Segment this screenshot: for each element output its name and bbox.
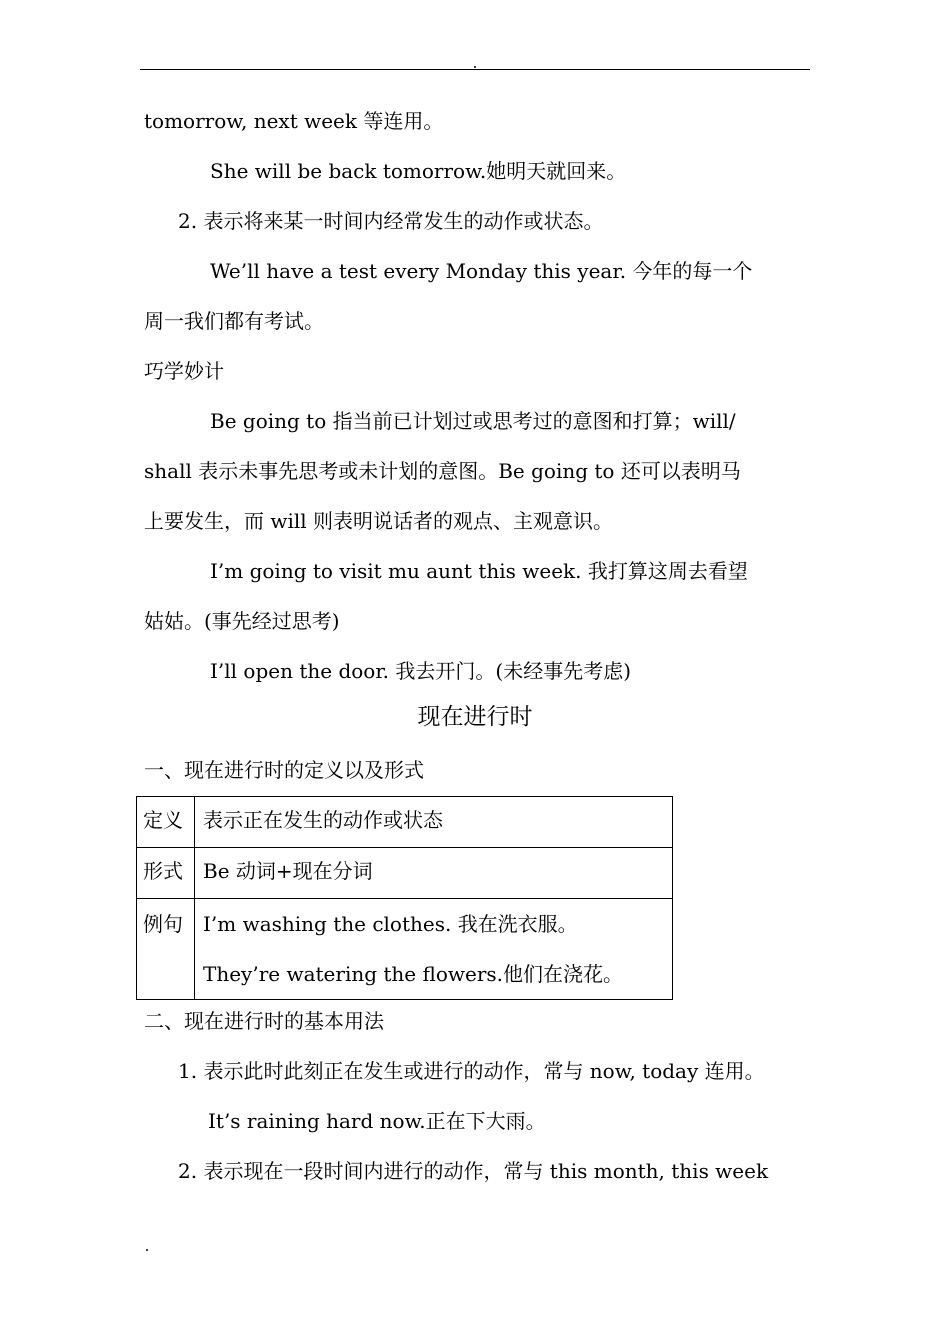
definition-value: 表示正在发生的动作或状态 [195,797,673,848]
header-dot [474,66,476,68]
example-sentence: I’m going to visit mu aunt this week. 我打算这周去看望 [210,559,748,583]
definition-label: 定义 [137,797,195,848]
subheading: 巧学妙计 [144,359,224,383]
text-line: tomorrow, next week 等连用。 [144,109,444,133]
example-sentence: I’ll open the door. 我去开门。(未经事先考虑) [210,659,632,683]
form-value: Be 动词+现在分词 [195,848,673,899]
table-row [137,797,673,848]
text-line: Be going to 指当前已计划过或思考过的意图和打算；will/ [210,409,736,433]
example-sentence: They’re watering the flowers.他们在浇花。 [203,962,624,986]
footer-dot [146,1249,148,1251]
text-line: shall 表示未事先思考或未计划的意图。Be going to 还可以表明马 [144,459,741,483]
example-sentence: We’ll have a test every Monday this year. 今年的每一个 [210,259,753,283]
table-row [137,899,673,1000]
definition-table [136,796,673,1000]
section-title: 现在进行时 [417,704,533,730]
list-item: 2. 表示将来某一时间内经常发生的动作或状态。 [178,209,604,233]
text-line: 姑姑。(事先经过思考) [144,609,340,633]
table-row [137,848,673,899]
list-item: 1. 表示此时此刻正在发生或进行的动作，常与 now, today 连用。 [178,1059,765,1083]
example-sentence: She will be back tomorrow.她明天就回来。 [210,159,627,183]
part-heading: 二、现在进行时的基本用法 [144,1009,384,1033]
header-rule [140,69,810,70]
example-sentence: It’s raining hard now.正在下大雨。 [208,1109,546,1133]
example-label: 例句 [137,899,195,1000]
example-sentence: I’m washing the clothes. 我在洗衣服。 [203,912,578,936]
part-heading: 一、现在进行时的定义以及形式 [144,758,424,782]
text-line: 上要发生，而 will 则表明说话者的观点、主观意识。 [144,509,614,533]
list-item: 2. 表示现在一段时间内进行的动作，常与 this month, this week [178,1159,769,1183]
example-cell [195,899,673,1000]
text-line: 周一我们都有考试。 [144,309,324,333]
form-label: 形式 [137,848,195,899]
